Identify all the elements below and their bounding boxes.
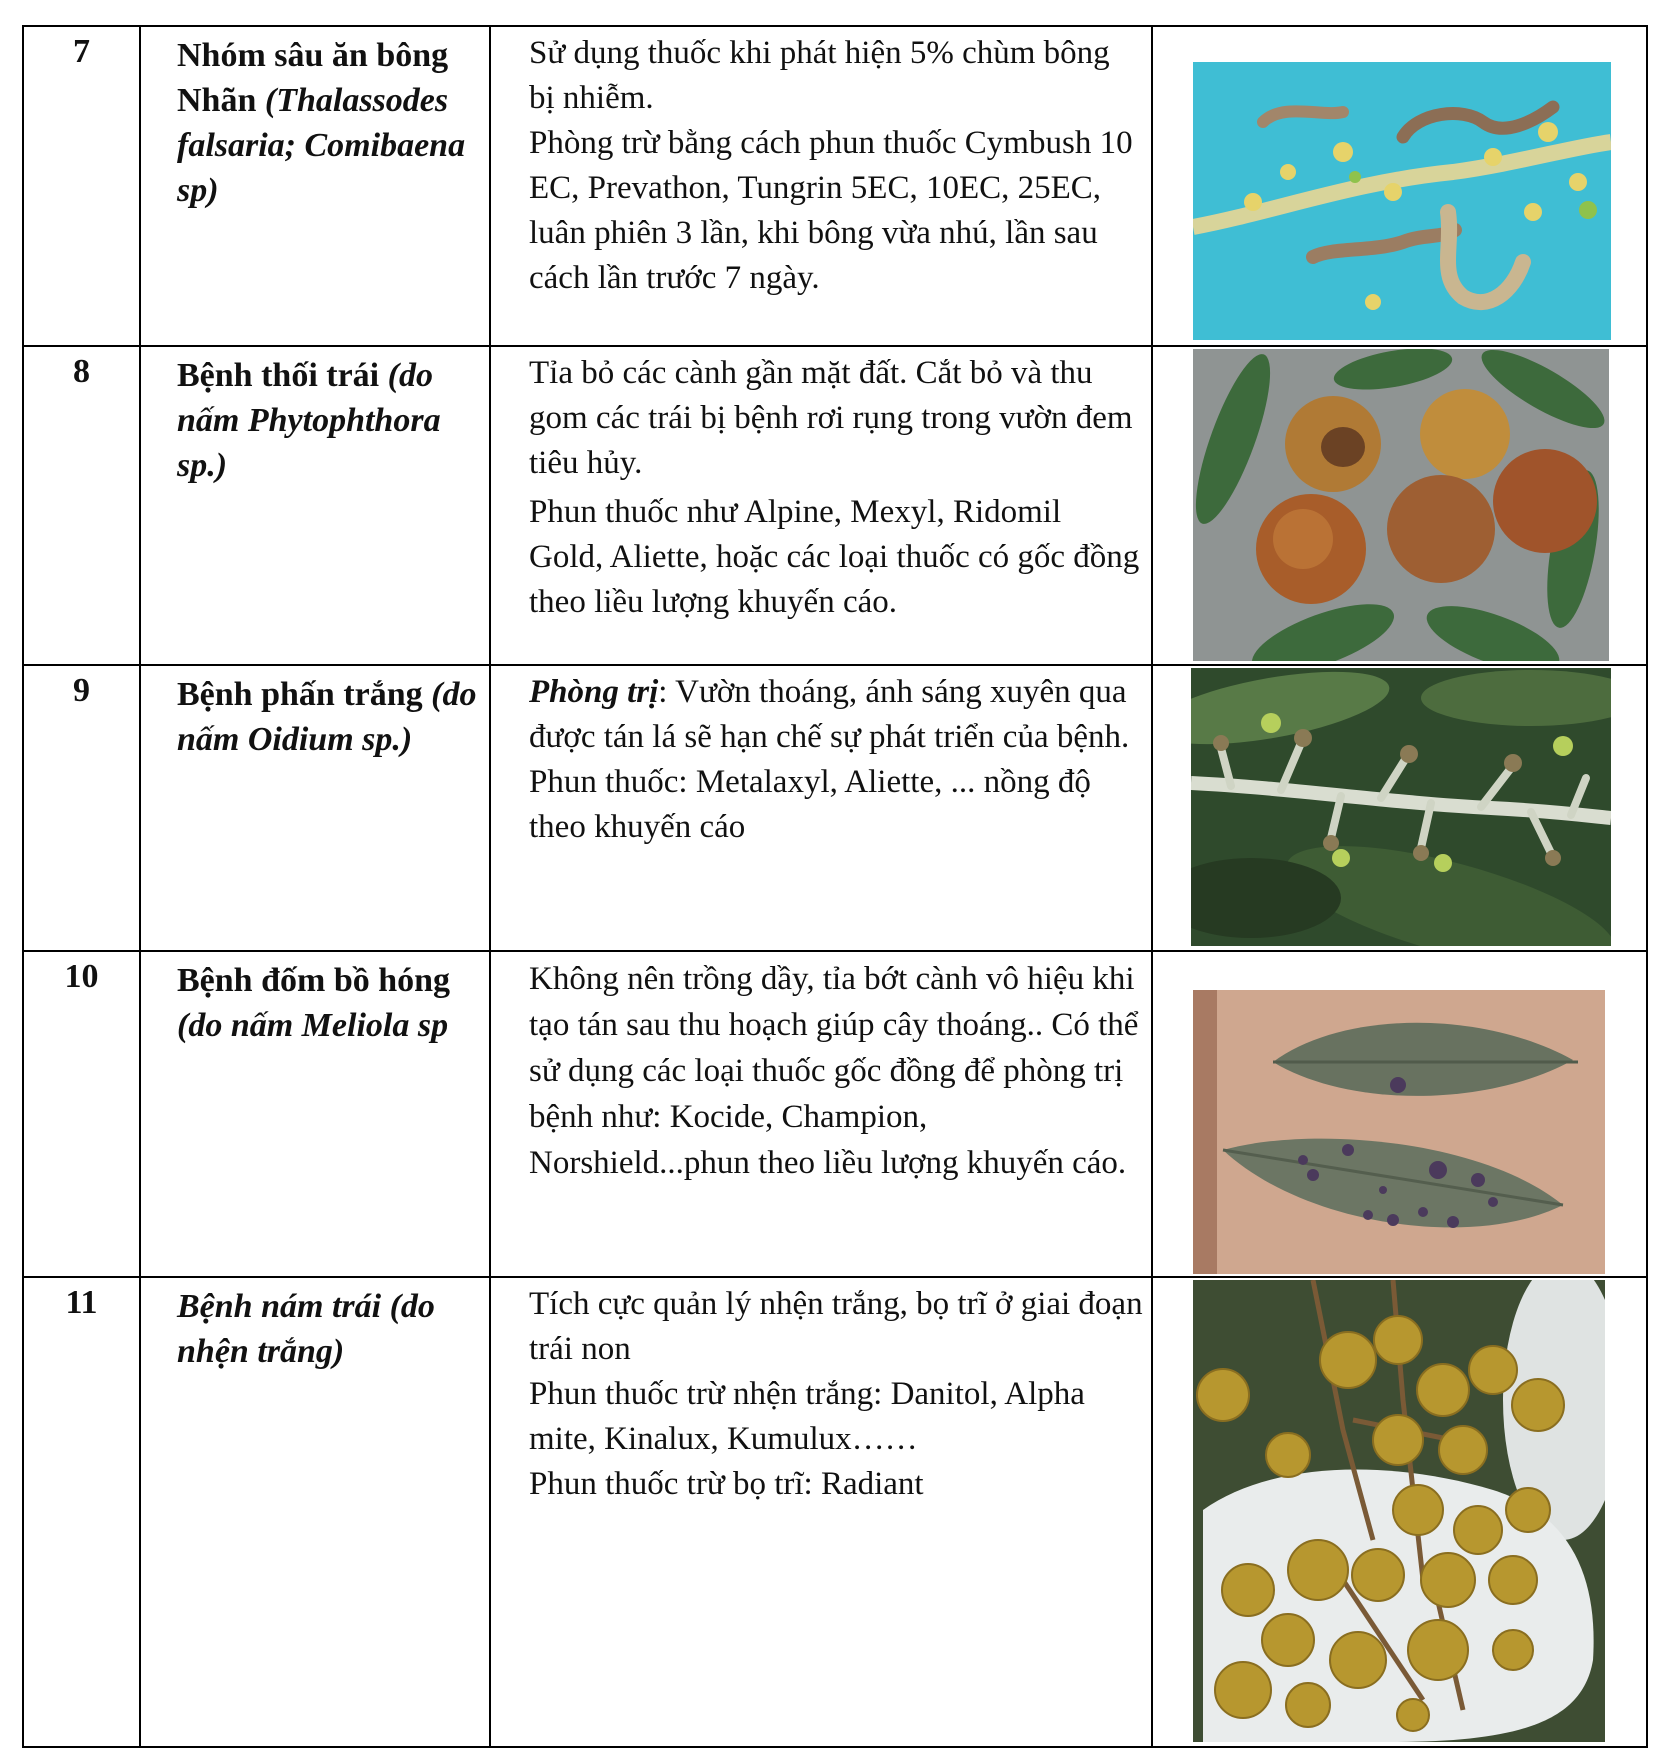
treatment-text bbox=[490, 26, 1152, 346]
pest-name-italic: Bệnh nám trái (do nhện trắng) bbox=[177, 1288, 435, 1370]
pest-name-italic: (do nấm Meliola sp bbox=[177, 1007, 449, 1044]
table-row bbox=[23, 1277, 1647, 1747]
pest-name bbox=[140, 665, 490, 951]
treatment-paragraph bbox=[529, 670, 1143, 850]
photo-cell bbox=[1152, 346, 1647, 665]
table-row bbox=[23, 951, 1647, 1277]
longan-clusters-photo bbox=[1193, 1280, 1605, 1742]
row-number: 8 bbox=[23, 346, 140, 665]
photo-cell bbox=[1152, 1277, 1647, 1747]
pest-name-italic: (do nấm Oidium sp.) bbox=[177, 676, 477, 758]
row-number: 11 bbox=[23, 1277, 140, 1747]
treatment-paragraph: Phòng trừ bằng cách phun thuốc Cymbush 10 EC, Prevathon, Tungrin 5EC, 10EC, 25EC, luân phiên 3 lần, khi bông vừa nhú, lần sau cách lần trước 7 ngày. bbox=[529, 125, 1133, 296]
treatment-paragraph: Phun thuốc trừ bọ trĩ: Radiant bbox=[529, 1466, 924, 1502]
treatment-paragraph: Tích cực quản lý nhện trắng, bọ trĩ ở giai đoạn trái non bbox=[529, 1286, 1143, 1367]
table-row bbox=[23, 26, 1647, 346]
photo-cell bbox=[1152, 26, 1647, 346]
row-number: 10 bbox=[23, 951, 140, 1277]
pest-name bbox=[140, 346, 490, 665]
treatment-text bbox=[490, 1277, 1152, 1747]
pest-name-italic: (Thalassodes falsaria; Comibaena sp) bbox=[177, 82, 466, 209]
treatment-text bbox=[490, 346, 1152, 665]
powdery-mildew-photo bbox=[1191, 668, 1611, 946]
treatment-paragraph: Phun thuốc như Alpine, Mexyl, Ridomil Gold, Aliette, hoặc các loại thuốc có gốc đồng theo liều lượng khuyến cáo. bbox=[529, 494, 1140, 620]
pest-disease-table bbox=[22, 25, 1648, 1748]
pest-name-plain: Bệnh đốm bồ hóng bbox=[177, 962, 451, 999]
pest-name-italic: (do nấm Phytophthora sp.) bbox=[177, 357, 441, 484]
row-number: 9 bbox=[23, 665, 140, 951]
treatment-lead: Phòng trị bbox=[529, 674, 659, 710]
sooty-spot-leaves-photo bbox=[1193, 990, 1605, 1274]
treatment-text bbox=[490, 665, 1152, 951]
pest-name-plain: Bệnh thối trái bbox=[177, 357, 388, 394]
table-row bbox=[23, 346, 1647, 665]
pest-name-plain: Nhóm sâu ăn bông Nhãn bbox=[177, 37, 449, 119]
table-row bbox=[23, 665, 1647, 951]
treatment-body: : Vườn thoáng, ánh sáng xuyên qua được tán lá sẽ hạn chế sự phát triển của bệnh. Phun thuốc: Metalaxyl, Aliette, ... nồng độ theo khuyến cáo bbox=[529, 674, 1130, 845]
treatment-text bbox=[490, 951, 1152, 1277]
pest-name bbox=[140, 951, 490, 1277]
treatment-paragraph: Phun thuốc trừ nhện trắng: Danitol, Alpha mite, Kinalux, Kumulux…… bbox=[529, 1376, 1085, 1457]
row-number: 7 bbox=[23, 26, 140, 346]
pest-name bbox=[140, 26, 490, 346]
photo-cell bbox=[1152, 951, 1647, 1277]
photo-cell bbox=[1152, 665, 1647, 951]
caterpillar-photo bbox=[1193, 62, 1611, 340]
pest-name-plain: Bệnh phấn trắng bbox=[177, 676, 432, 713]
treatment-paragraph: Không nên trồng dầy, tỉa bớt cành vô hiệu khi tạo tán sau thu hoạch giúp cây thoáng.. Có thể sử dụng các loại thuốc gốc đồng để phòng trị bệnh như: Kocide, Champion, Norshield...phun theo liều lượng khuyến cáo. bbox=[529, 961, 1139, 1181]
treatment-paragraph: Sử dụng thuốc khi phát hiện 5% chùm bông bị nhiễm. bbox=[529, 35, 1110, 116]
pest-name bbox=[140, 1277, 490, 1747]
treatment-paragraph: Tỉa bỏ các cành gần mặt đất. Cắt bỏ và thu gom các trái bị bệnh rơi rụng trong vườn đem tiêu hủy. bbox=[529, 355, 1133, 481]
rotten-fruit-photo bbox=[1193, 349, 1609, 661]
